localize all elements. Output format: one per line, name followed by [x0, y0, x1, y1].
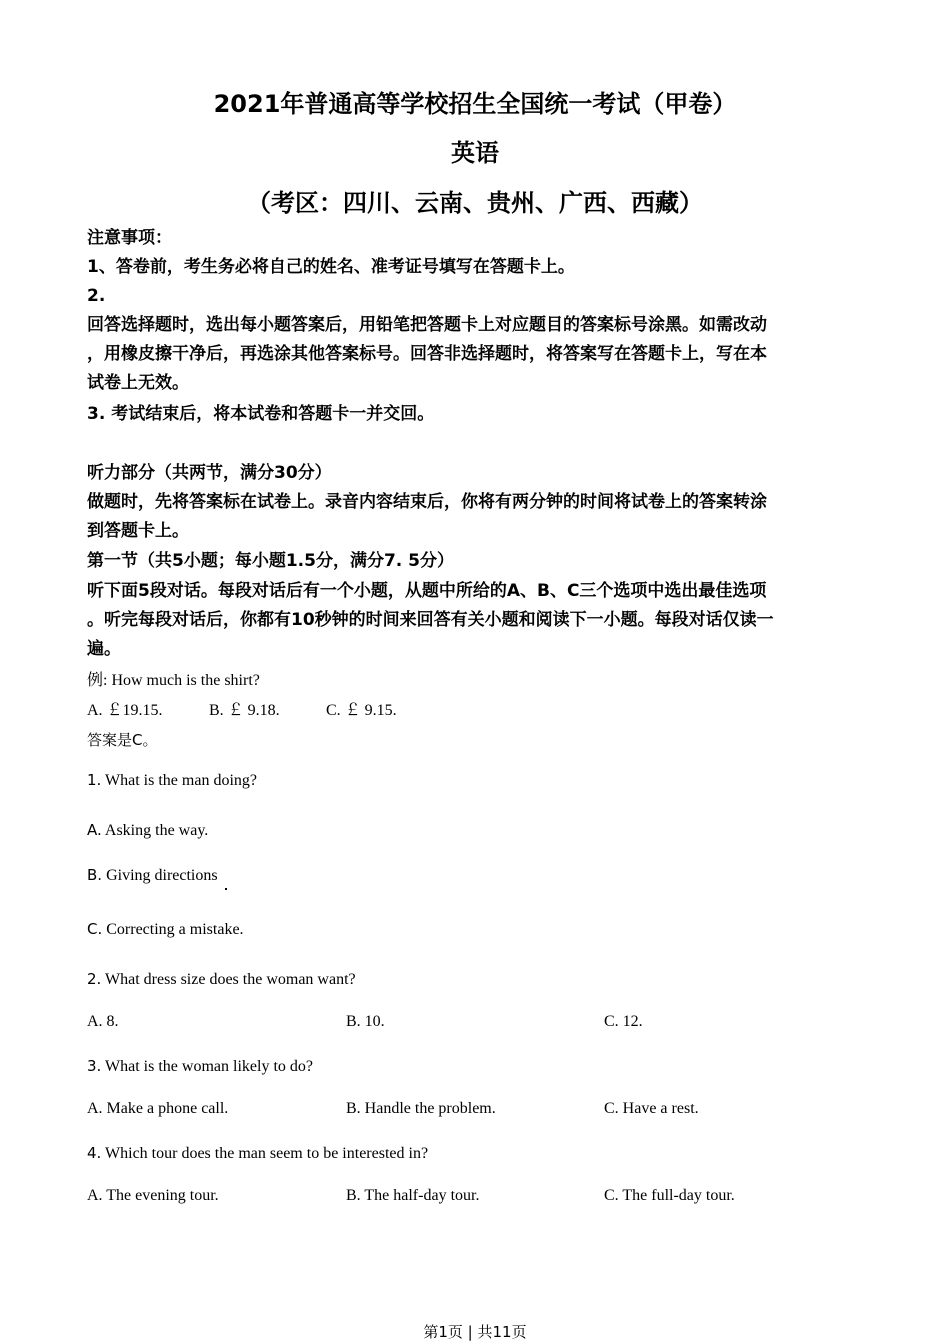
question-2-option-c: C. 12. [604, 1013, 643, 1030]
example-answer: 答案是C。 [87, 731, 158, 749]
notice-heading: 注意事项： [87, 228, 172, 248]
question-1-number: 1. [87, 771, 102, 789]
question-1-option-b [87, 865, 218, 886]
question-4-option-c: C. The full-day tour. [604, 1187, 735, 1204]
question-2 [87, 969, 356, 990]
notice-item-3: 3. 考试结束后，将本试卷和答题卡一并交回。 [87, 404, 435, 424]
notice-item-1: 1、答卷前，考生务必将自己的姓名、准考证号填写在答题卡上。 [87, 257, 575, 277]
example-option-b: B. ￡ 9.18. [209, 702, 280, 719]
question-1-text: What is the man doing? [105, 772, 257, 789]
notice-item-2-number: 2. [87, 286, 106, 306]
notice-item-2-line-3: 试卷上无效。 [87, 373, 189, 393]
page-footer: 第1页 | 共11页 [423, 1323, 527, 1341]
question-1-option-c-label: C. [87, 920, 103, 938]
question-4-option-b: B. The half-day tour. [346, 1187, 480, 1204]
question-3-option-b: B. Handle the problem. [346, 1100, 496, 1117]
question-1-option-b-label: B. [87, 866, 103, 884]
listening-heading: 听力部分（共两节，满分30分） [87, 463, 332, 483]
section-1-line-1: 听下面5段对话。每段对话后有一个小题，从题中所给的A、B、C三个选项中选出最佳选项 [87, 581, 767, 601]
question-3-text: What is the woman likely to do? [105, 1058, 313, 1075]
example-option-a: A. ￡19.15. [87, 702, 163, 719]
question-4-option-a: A. The evening tour. [87, 1187, 219, 1204]
question-3-option-c: C. Have a rest. [604, 1100, 699, 1117]
exam-title: 2021年普通高等学校招生全国统一考试（甲卷） [213, 90, 737, 118]
section-1-heading: 第一节（共5小题；每小题1.5分，满分7. 5分） [87, 551, 454, 571]
question-1-option-c [87, 919, 244, 940]
question-1-option-a-text: Asking the way. [104, 822, 209, 839]
listening-intro-line-1: 做题时，先将答案标在试卷上。录音内容结束后，你将有两分钟的时间将试卷上的答案转涂 [87, 492, 767, 512]
question-3-number: 3. [87, 1057, 102, 1075]
question-4 [87, 1143, 428, 1164]
question-4-number: 4. [87, 1144, 102, 1162]
stray-dot [225, 888, 227, 890]
question-1-option-a [87, 820, 208, 841]
question-4-text: Which tour does the man seem to be interested in? [105, 1145, 429, 1162]
question-1-option-b-text: Giving directions [106, 867, 218, 884]
question-2-number: 2. [87, 970, 102, 988]
exam-regions: （考区：四川、云南、贵州、广西、西藏） [247, 189, 703, 217]
section-1-line-3: 遍。 [87, 639, 121, 659]
section-1-line-2: 。听完每段对话后，你都有10秒钟的时间来回答有关小题和阅读下一小题。每段对话仅读一 [87, 610, 774, 630]
listening-intro-line-2: 到答题卡上。 [87, 521, 189, 541]
notice-item-2-line-2: ，用橡皮擦干净后，再选涂其他答案标号。回答非选择题时，将答案写在答题卡上，写在本 [87, 344, 767, 364]
question-1-option-c-text: Correcting a mistake. [106, 921, 244, 938]
question-2-option-a: A. 8. [87, 1013, 119, 1030]
question-2-option-b: B. 10. [346, 1013, 385, 1030]
exam-subject: 英语 [451, 139, 499, 167]
question-3-option-a: A. Make a phone call. [87, 1100, 229, 1117]
example-question: 例: How much is the shirt? [87, 672, 260, 689]
question-1-option-a-label: A. [87, 821, 102, 839]
example-option-c: C. ￡ 9.15. [326, 702, 397, 719]
question-3 [87, 1056, 313, 1077]
question-1 [87, 770, 257, 791]
notice-item-2-line-1: 回答选择题时，选出每小题答案后，用铅笔把答题卡上对应题目的答案标号涂黑。如需改动 [87, 315, 767, 335]
question-2-text: What dress size does the woman want? [105, 971, 356, 988]
